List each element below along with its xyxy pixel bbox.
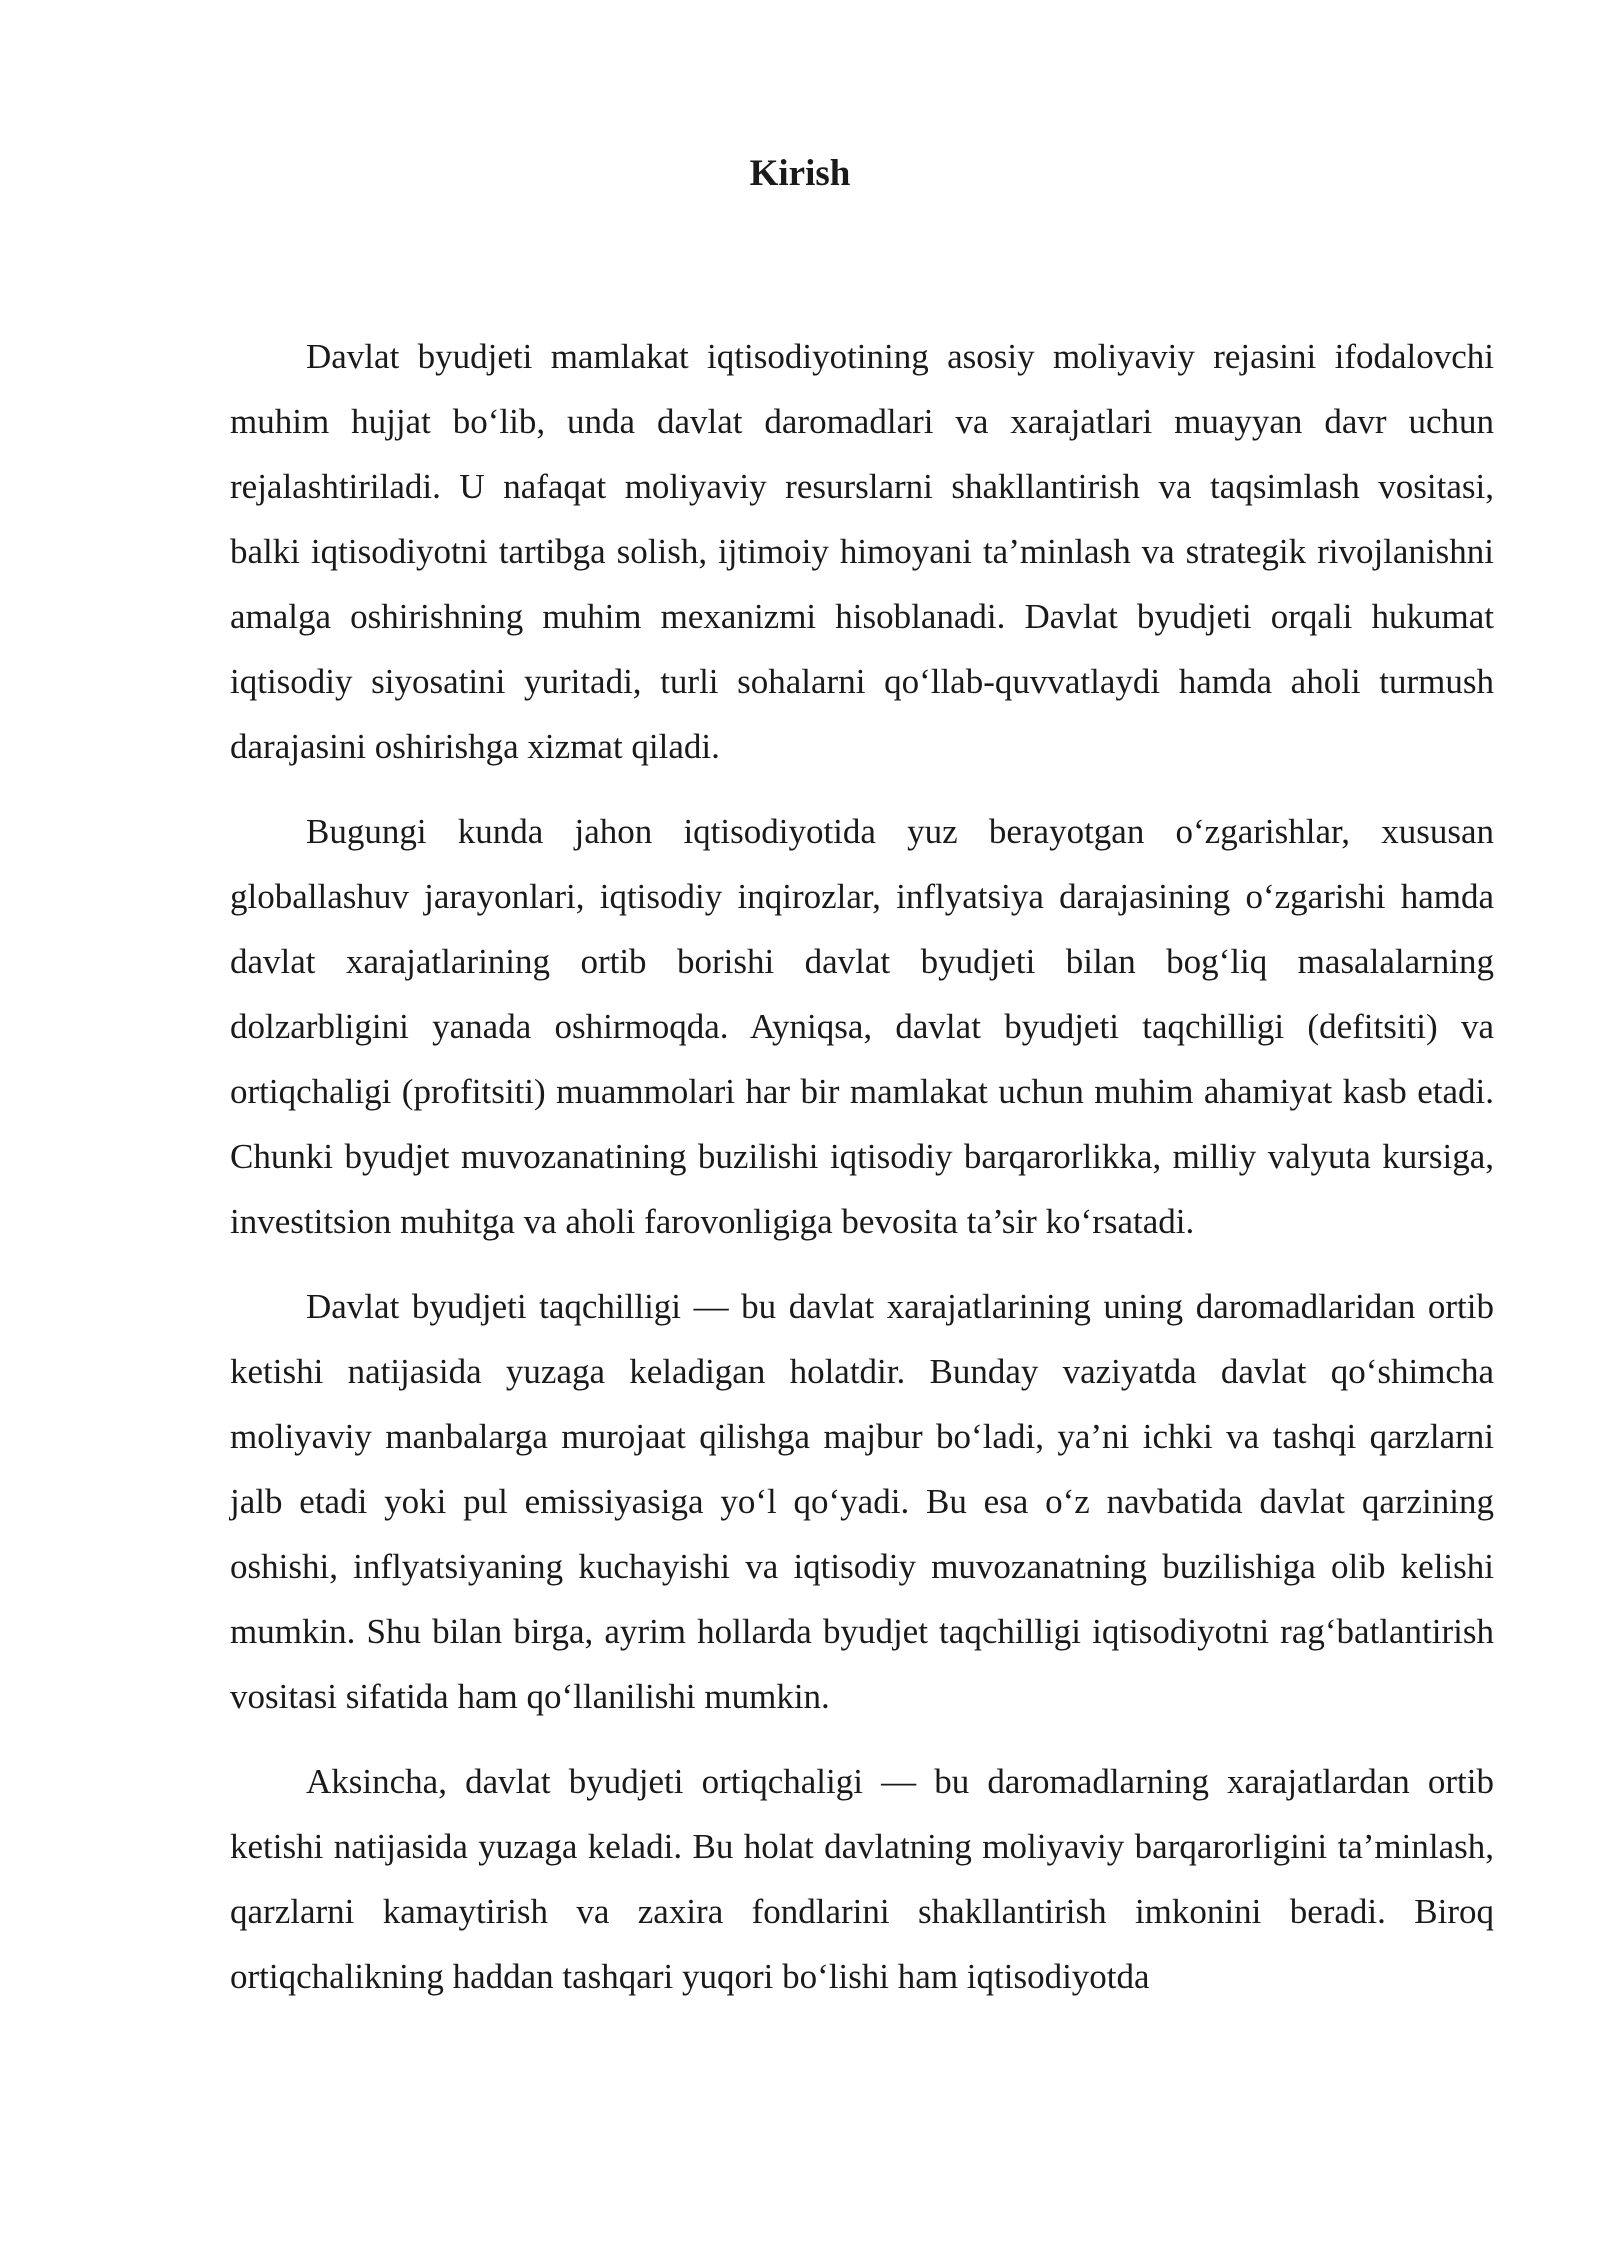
paragraph-2: Bugungi kunda jahon iqtisodiyotida yuz berayotgan o‘zgarishlar, xususan globallashuv jarayonlari, iqtisodiy inqirozlar, inflyatsiya darajasining o‘zgarishi hamda davlat xarajatlarining ortib borishi davlat byudjeti bilan bog‘liq masalalarning dolzarbligini yanada oshirmoqda. Ayniqsa, davlat byudjeti taqchilligi (defitsiti) va ortiqchaligi (profitsiti) muammolari har bir mamlakat uchun muhim ahamiyat kasb etadi. Chunki byudjet muvozanatining buzilishi iqtisodiy barqarorlikka, milliy valyuta kursiga, investitsion muhitga va aholi farovonligiga bevosita ta’sir ko‘rsatadi. bbox=[230, 812, 1494, 1241]
page-title: Kirish bbox=[749, 153, 851, 194]
paragraph-1: Davlat byudjeti mamlakat iqtisodiyotining asosiy moliyaviy rejasini ifodalovchi muhim hujjat bo‘lib, unda davlat daromadlari va xarajatlari muayyan davr uchun rejalashtiriladi. U nafaqat moliyaviy resurslarni shakllantirish va taqsimlash vositasi, balki iqtisodiyotni tartibga solish, ijtimoiy himoyani ta’minlash va strategik rivojlanishni amalga oshirishning muhim mexanizmi hisoblanadi. Davlat byudjeti orqali hukumat iqtisodiy siyosatini yuritadi, turli sohalarni qo‘llab-quvvatlaydi hamda aholi turmush darajasini oshirishga xizmat qiladi. bbox=[230, 337, 1494, 766]
paragraph-4: Aksincha, davlat byudjeti ortiqchaligi — bu daromadlarning xarajatlardan ortib ketishi natijasida yuzaga keladi. Bu holat davlatning moliyaviy barqarorligini ta’minlash, qarzlarni kamaytirish va zaxira fondlarini shakllantirish imkonini beradi. Biroq ortiqchalikning haddan tashqari yuqori bo‘lishi ham iqtisodiyotda bbox=[230, 1762, 1494, 1996]
paragraph-3: Davlat byudjeti taqchilligi — bu davlat xarajatlarining uning daromadlaridan ortib ketishi natijasida yuzaga keladigan holatdir. Bunday vaziyatda davlat qo‘shimcha moliyaviy manbalarga murojaat qilishga majbur bo‘ladi, ya’ni ichki va tashqi qarzlarni jalb etadi yoki pul emissiyasiga yo‘l qo‘yadi. Bu esa o‘z navbatida davlat qarzining oshishi, inflyatsiyaning kuchayishi va iqtisodiy muvozanatning buzilishiga olib kelishi mumkin. Shu bilan birga, ayrim hollarda byudjet taqchilligi iqtisodiyotni rag‘batlantirish vositasi sifatida ham qo‘llanilishi mumkin. bbox=[230, 1287, 1494, 1716]
body-text bbox=[230, 324, 1494, 2029]
